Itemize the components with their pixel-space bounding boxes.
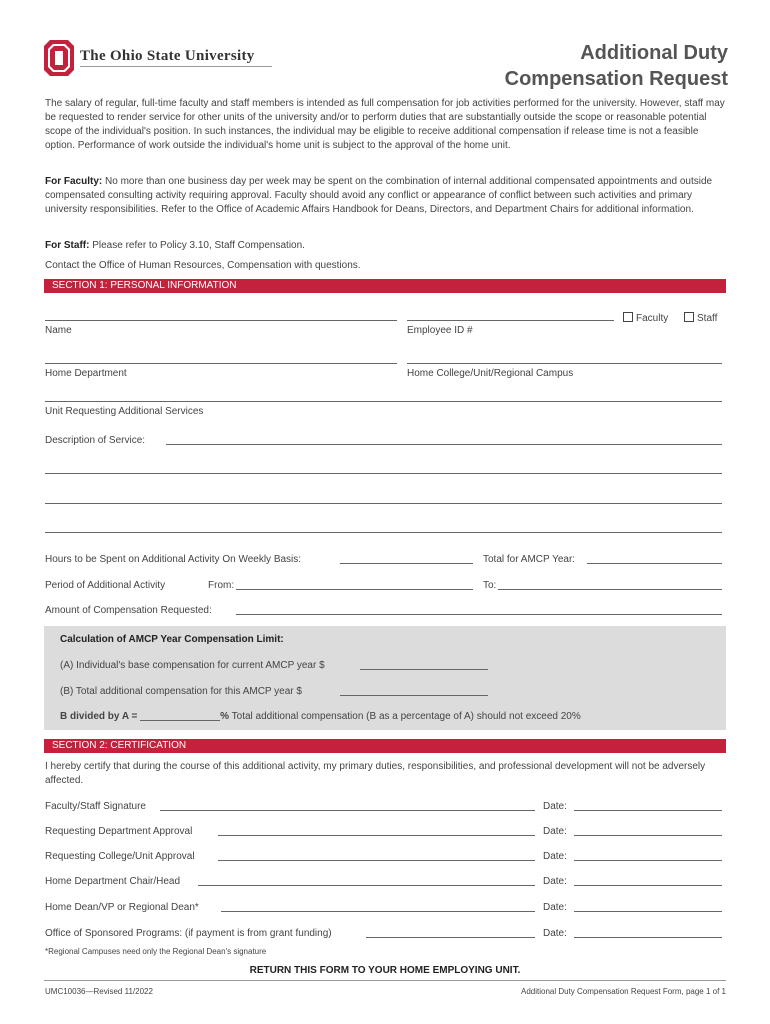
unit-requesting-field[interactable] (45, 401, 722, 402)
sig-home-dean-field[interactable] (221, 911, 535, 912)
description-line-4[interactable] (45, 532, 722, 533)
regional-footnote: *Regional Campuses need only the Regional Dean's signature (45, 947, 267, 956)
date-label: Date: (543, 876, 567, 887)
sig-home-chair-label: Home Department Chair/Head (45, 876, 181, 887)
home-college-label: Home College/Unit/Regional Campus (407, 368, 574, 379)
calc-title: Calculation of AMCP Year Compensation Limit: (60, 634, 284, 645)
certification-statement: I hereby certify that during the course of this additional activity, my primary duties, responsibilities, and professional development will not be adversely affected. (45, 761, 706, 786)
faculty-checkbox[interactable] (623, 312, 668, 324)
calc-b-label: (B) Total additional compensation for this AMCP year $ (60, 686, 302, 697)
calc-ratio-label: B divided by A = (60, 711, 138, 722)
faculty-text: No more than one business day per week may be spent on the combination of internal additional compensated appointments and outside compensated consulting activity requiring approval. Faculty should avoid any conflict or appearance of conflict between such activities and primary university responsibilities. Refer to the Office of Academic Affairs Handbook for Deans, Directors, and Department Chairs for additional information. (45, 176, 713, 215)
form-title-line1: Additional Duty (580, 42, 728, 64)
sig-faculty-staff-field[interactable] (160, 810, 535, 811)
page-number: Additional Duty Compensation Request Form, page 1 of 1 (520, 987, 726, 996)
sig-sponsored-field[interactable] (366, 937, 535, 938)
staff-checkbox-box[interactable] (684, 312, 694, 322)
amcp-calculation-box (44, 626, 726, 730)
home-college-field[interactable] (407, 363, 722, 364)
amount-field[interactable] (236, 614, 722, 615)
sig-home-dean-label: Home Dean/VP or Regional Dean* (45, 902, 199, 913)
sig-faculty-staff-label: Faculty/Staff Signature (45, 801, 146, 812)
description-field[interactable] (166, 444, 722, 445)
faculty-paragraph (45, 175, 727, 217)
date-field[interactable] (574, 835, 722, 836)
calc-ratio-field[interactable] (140, 720, 220, 721)
faculty-checkbox-box[interactable] (623, 312, 633, 322)
date-label: Date: (543, 826, 567, 837)
sig-req-dept-field[interactable] (218, 835, 535, 836)
intro-paragraph: The salary of regular, full-time faculty and staff members is intended as full compensation for job activities performed for the university. However, staff may be requested to render service for other units of the university and/or to perform duties that are substantially outside the scope or reasonable potential scope of the individual's position. In such instances, the individual may be eligible to receive additional compensation if release time is not a feasible option. Performance of work outside the individual's home unit is subject to the approval of the home unit. (45, 98, 725, 151)
footer-divider (44, 980, 726, 981)
from-label: From: (208, 580, 235, 591)
date-field[interactable] (574, 885, 722, 886)
date-field[interactable] (574, 937, 722, 938)
date-label: Date: (543, 801, 567, 812)
hours-field[interactable] (340, 563, 473, 564)
unit-requesting-label: Unit Requesting Additional Services (45, 406, 204, 417)
employee-id-field[interactable] (407, 320, 614, 321)
home-department-field[interactable] (45, 363, 397, 364)
home-department-label: Home Department (45, 368, 127, 379)
total-amcp-field[interactable] (587, 563, 722, 564)
from-field[interactable] (236, 589, 473, 590)
section1-heading: SECTION 1: PERSONAL INFORMATION (44, 279, 726, 293)
to-label: To: (483, 580, 497, 591)
to-field[interactable] (498, 589, 722, 590)
staff-checkbox[interactable] (684, 312, 717, 324)
sig-sponsored-label: Office of Sponsored Programs: (if payment is from grant funding) (45, 928, 332, 939)
calc-b-field[interactable] (340, 695, 488, 696)
section2-heading: SECTION 2: CERTIFICATION (44, 739, 726, 753)
university-underline (80, 66, 272, 67)
osu-block-o-logo (44, 40, 74, 76)
calc-a-field[interactable] (360, 669, 488, 670)
sig-req-college-field[interactable] (218, 860, 535, 861)
calc-a-label: (A) Individual's base compensation for current AMCP year $ (60, 660, 325, 671)
amount-label: Amount of Compensation Requested: (45, 605, 212, 616)
hours-label: Hours to be Spent on Additional Activity On Weekly Basis: (45, 554, 302, 565)
period-label: Period of Additional Activity (45, 580, 166, 591)
total-amcp-label: Total for AMCP Year: (483, 554, 576, 565)
sig-home-chair-field[interactable] (198, 885, 535, 886)
contact-paragraph: Contact the Office of Human Resources, Compensation with questions. (45, 260, 361, 271)
description-label: Description of Service: (45, 435, 146, 446)
faculty-checkbox-label: Faculty (636, 313, 669, 324)
staff-paragraph (45, 239, 727, 253)
form-id: UMC10036—Revised 11/2022 (45, 987, 153, 996)
employee-id-label: Employee ID # (407, 325, 473, 336)
description-line-3[interactable] (45, 503, 722, 504)
sig-req-dept-label: Requesting Department Approval (45, 826, 193, 837)
calc-ratio-pct: % (220, 711, 230, 722)
date-field[interactable] (574, 810, 722, 811)
name-field[interactable] (45, 320, 397, 321)
calc-ratio-row (60, 711, 581, 722)
description-line-2[interactable] (45, 473, 722, 474)
sig-req-college-label: Requesting College/Unit Approval (45, 851, 195, 862)
date-field[interactable] (574, 911, 722, 912)
form-title (505, 40, 728, 92)
date-field[interactable] (574, 860, 722, 861)
staff-checkbox-label: Staff (697, 313, 718, 324)
calc-ratio-text: Total additional compensation (B as a percentage of A) should not exceed 20% (229, 711, 581, 722)
form-title-line2: Compensation Request (504, 68, 728, 90)
return-instruction: RETURN THIS FORM TO YOUR HOME EMPLOYING UNIT. (249, 965, 521, 976)
staff-label: For Staff: (45, 240, 90, 251)
date-label: Date: (543, 851, 567, 862)
university-name: The Ohio State University (80, 48, 255, 64)
staff-text: Please refer to Policy 3.10, Staff Compensation. (89, 240, 305, 251)
date-label: Date: (543, 928, 567, 939)
date-label: Date: (543, 902, 567, 913)
faculty-label: For Faculty: (45, 176, 103, 187)
name-label: Name (45, 325, 72, 336)
